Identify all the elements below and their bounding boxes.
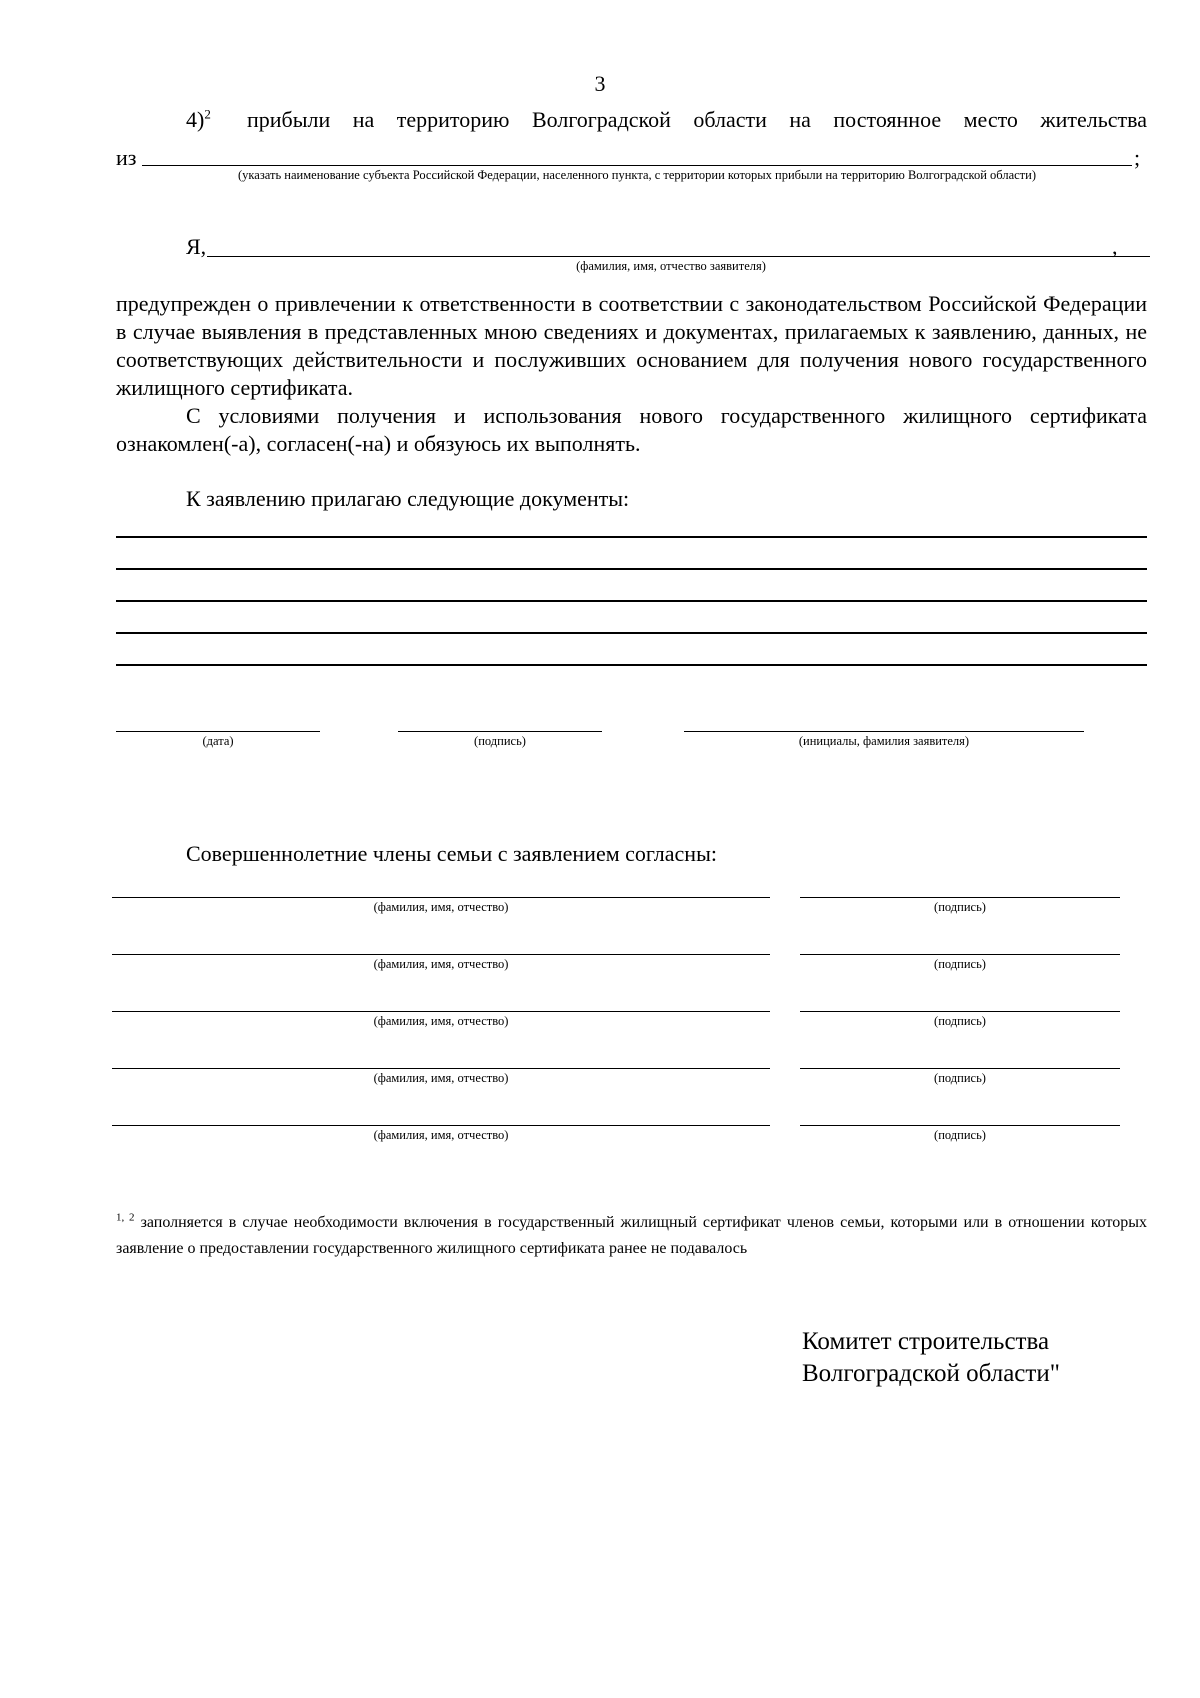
attachment-line-5[interactable]: [116, 664, 1147, 666]
from-hint: (указать наименование субъекта Российской Федерации, населенного пункта, с территории которых прибыли на территорию Волгоградской области): [238, 168, 1036, 182]
family-signature-hint: (подпись): [934, 1071, 986, 1085]
attachment-line-2[interactable]: [116, 568, 1147, 570]
family-name-line[interactable]: [112, 954, 770, 955]
family-signature-hint: (подпись): [934, 1014, 986, 1028]
family-signature-line[interactable]: [800, 1011, 1120, 1012]
page-number: 3: [594, 71, 606, 96]
family-signature-hint: (подпись): [934, 957, 986, 971]
warning-paragraph: предупрежден о привлечении к ответственности в соответствии с законодательством Российской Федерации в случае выявления в представленных мною сведениях и документах, прилагаемых к заявлению, данных, не соответствующих действительности и послуживших основанием для получения нового государственного жилищного сертификата.: [116, 291, 1147, 400]
family-name-hint: (фамилия, имя, отчество): [373, 900, 509, 914]
attachment-line-4[interactable]: [116, 632, 1147, 634]
signature-block: [802, 1326, 1060, 1390]
attachments-intro: К заявлению прилагаю следующие документы:: [186, 486, 630, 511]
family-name-hint: (фамилия, имя, отчество): [373, 1071, 509, 1085]
signature-hint: (подпись): [474, 734, 526, 748]
from-field-line[interactable]: [142, 165, 1132, 166]
item-4-line: [186, 106, 1147, 134]
family-name-hint: (фамилия, имя, отчество): [373, 957, 509, 971]
family-name-line[interactable]: [112, 897, 770, 898]
family-signature-hint: (подпись): [934, 900, 986, 914]
date-hint: (дата): [202, 734, 234, 748]
family-name-hint: (фамилия, имя, отчество): [373, 1128, 509, 1142]
date-line[interactable]: [116, 731, 320, 732]
attachment-line-1[interactable]: [116, 536, 1147, 538]
declarant-hint: (фамилия, имя, отчество заявителя): [576, 259, 766, 273]
signature-block-line-1: Комитет строительства: [802, 1328, 1050, 1355]
family-signature-line[interactable]: [800, 897, 1120, 898]
initials-line[interactable]: [684, 731, 1084, 732]
family-signature-line[interactable]: [800, 1125, 1120, 1126]
family-name-line[interactable]: [112, 1125, 770, 1126]
footnote: [116, 1210, 1147, 1262]
item-4-number: 4)$^2$: [186, 106, 211, 132]
family-name-hint: (фамилия, имя, отчество): [373, 1014, 509, 1028]
declarant-name-line[interactable]: [207, 256, 1135, 257]
declarant-prefix: Я,: [186, 234, 207, 259]
initials-hint: (инициалы, фамилия заявителя): [798, 734, 970, 748]
family-name-line[interactable]: [112, 1068, 770, 1069]
attachment-line-3[interactable]: [116, 600, 1147, 602]
conditions-paragraph: С условиями получения и использования нового государственного жилищного сертификата ознакомлен(-а), согласен(-на) и обязуюсь их выполнять.: [116, 403, 1147, 456]
from-prefix: из: [116, 145, 137, 170]
family-signature-line[interactable]: [800, 1068, 1120, 1069]
declarant-tail-line: [1124, 256, 1150, 257]
footnote-marks: 1, 2: [116, 1211, 135, 1224]
family-signature-hint: (подпись): [934, 1128, 986, 1142]
family-intro: Совершеннолетние члены семьи с заявлением согласны:: [186, 841, 717, 866]
declarant-suffix: ,: [1112, 234, 1118, 259]
item-4-text: прибыли на территорию Волгоградской области на постоянное место жительства: [247, 107, 1147, 132]
signature-block-line-2: Волгоградской области": [802, 1360, 1060, 1387]
family-signature-line[interactable]: [800, 954, 1120, 955]
footnote-ref-2: 2: [204, 106, 211, 122]
signature-line[interactable]: [398, 731, 602, 732]
footnote-text: заполняется в случае необходимости включения в государственный жилищный сертификат членов семьи, которыми или в отношении которых заявление о предоставлении государственного жилищного сертификата ранее не подавалось: [116, 1214, 1148, 1257]
from-suffix: ;: [1134, 145, 1141, 170]
family-name-line[interactable]: [112, 1011, 770, 1012]
